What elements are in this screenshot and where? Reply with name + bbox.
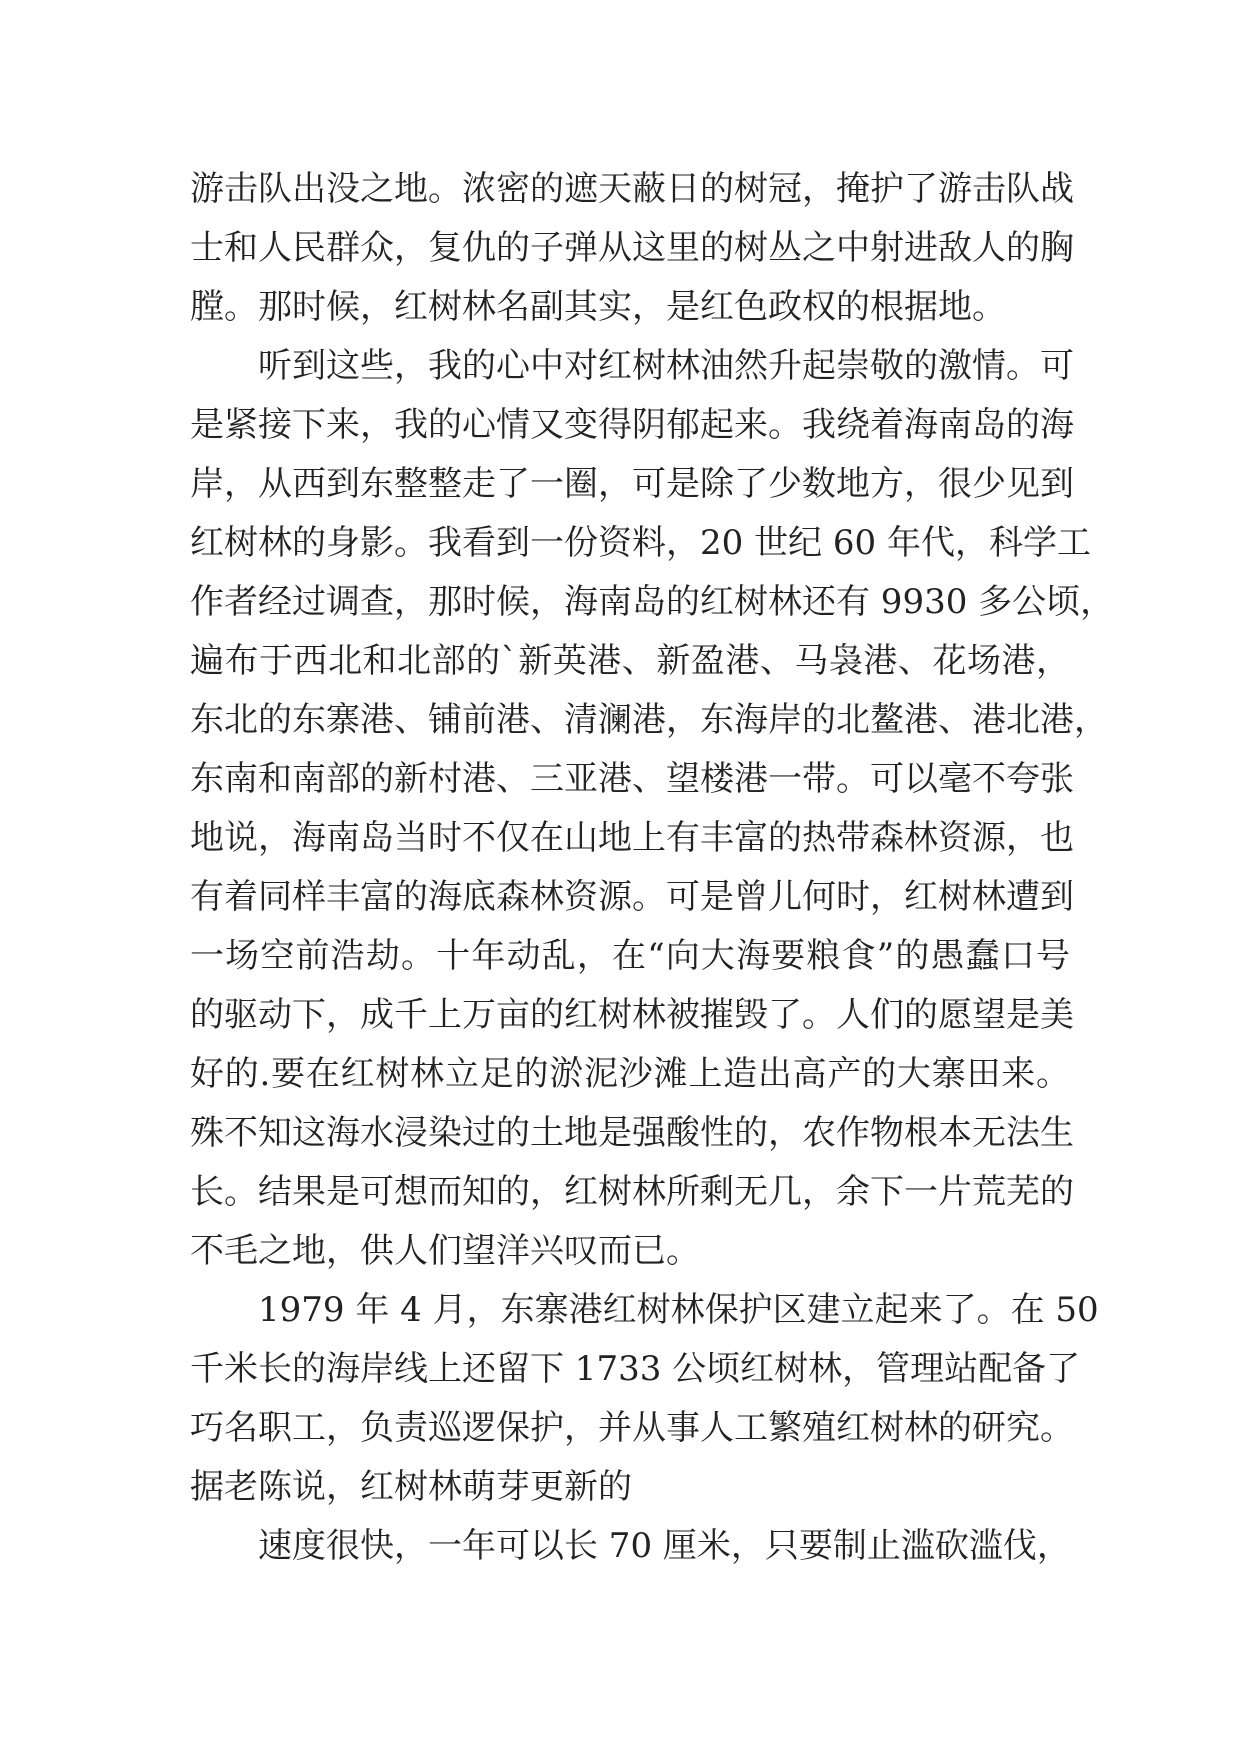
text-line: 地说，海南岛当时不仅在山地上有丰富的热带森林资源，也 [190,818,1074,858]
text-line: 是紧接下来，我的心情又变得阴郁起来。我绕着海南岛的海 [190,405,1074,445]
text-line: 游击队出没之地。浓密的遮天蔽日的树冠，掩护了游击队战 [190,169,1074,209]
text-line: 巧名职工，负责巡逻保护，并从事人工繁殖红树林的研究。 [190,1408,1074,1448]
paragraph-first-line: 1979 年 4 月，东寨港红树林保护区建立起来了。在 50 [258,1290,1099,1330]
text-line: 不毛之地，供人们望洋兴叹而已。 [190,1231,700,1271]
text-line: 的驱动下，成千上万亩的红树林被摧毁了。人们的愿望是美 [190,995,1074,1035]
text-line: 岸，从西到东整整走了一圈，可是除了少数地方，很少见到 [190,464,1074,504]
text-line: 长。结果是可想而知的，红树林所剩无几，余下一片荒芜的 [190,1172,1074,1212]
text-line: 殊不知这海水浸染过的土地是强酸性的，农作物根本无法生 [190,1113,1074,1153]
paragraph-first-line: 听到这些，我的心中对红树林油然升起崇敬的激情。可 [258,346,1074,386]
text-line: 据老陈说，红树林萌芽更新的 [190,1467,632,1507]
body-text [190,160,1115,1576]
text-line: 东北的东寨港、铺前港、清澜港，东海岸的北鳌港、港北港， [190,700,1108,740]
text-line: 遍布于西北和北部的`新英港、新盈港、马袅港、花场港， [190,641,1070,681]
text-line: 好的.要在红树林立足的淤泥沙滩上造出高产的大寨田来。 [190,1054,1070,1094]
text-line: 一场空前浩劫。十年动乱，在“向大海要粮食”的愚蠢口号 [190,936,1070,976]
text-line: 作者经过调查，那时候，海南岛的红树林还有 9930 多公顷， [190,582,1115,622]
text-line: 千米长的海岸线上还留下 1733 公顷红树林，管理站配备了 [190,1349,1081,1389]
text-line: 士和人民群众，复仇的子弹从这里的树丛之中射进敌人的胸 [190,228,1074,268]
paragraph-first-line: 速度很快，一年可以长 70 厘米，只要制止滥砍滥伐， [258,1526,1071,1566]
text-line: 有着同样丰富的海底森林资源。可是曾儿何时，红树林遭到 [190,877,1074,917]
text-line: 东南和南部的新村港、三亚港、望楼港一带。可以毫不夸张 [190,759,1074,799]
text-line: 红树林的身影。我看到一份资料，20 世纪 60 年代，科学工 [190,523,1091,563]
text-line: 膛。那时候，红树林名副其实，是红色政权的根据地。 [190,287,1006,327]
